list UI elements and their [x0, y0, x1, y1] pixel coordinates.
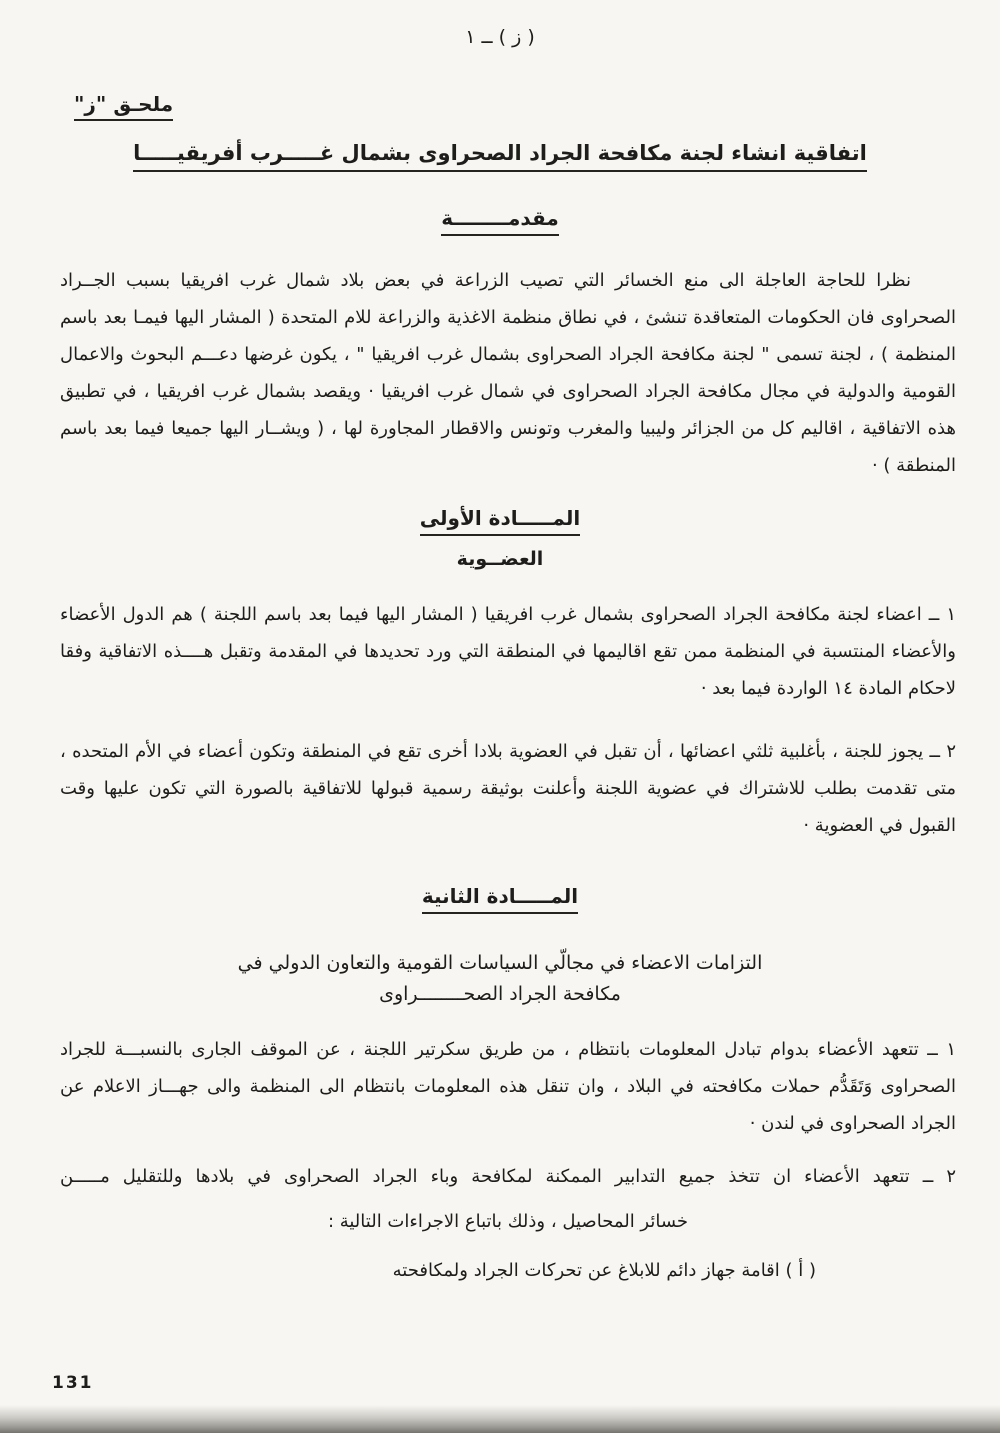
article1-subheading-row — [0, 548, 1000, 570]
annex-row — [0, 92, 1000, 121]
intro-paragraph: نظرا للحاجة العاجلة الى منع الخسائر التي تصيب الزراعة في بعض بلاد شمال غرب افريقيا بسبب الجــراد الصحراوى فان الحكومات المتعاقدة تنشئ ، في نطاق منظمة الاغذية والزراعة للام المتحدة ( المشار اليها فيمـا بعد باسم المنظمة ) ، لجنة تسمى " لجنة مكافحة الجراد الصحراوى بشمال غرب افريقيا " ، يكون غرضها دعـــم البحوث والاعمال القومية والدولية في مجال مكافحة الجراد الصحراوى في شمال غرب افريقيا · ويقصد بشمال غرب افريقيا ، في تطبيق هذه الاتفاقية ، اقاليم كل من الجزائر وليبيا والمغرب وتونس والاقطار المجاورة لها ، ( ويشــار اليها جميعا فيما بعد باسم المنطقة ) · — [60, 270, 956, 476]
intro-heading: مقدمــــــــة — [441, 206, 559, 236]
article2-paragraph-2-line1: ٢ ــ تتعهد الأعضاء ان تتخذ جميع التدابير الممكنة لمكافحة وباء الجراد الصحراوى في بلادها وللتقليل مـــــن — [60, 1166, 956, 1187]
article1-paragraph-1: ١ ــ اعضاء لجنة مكافحة الجراد الصحراوى بشمال غرب افريقيا ( المشار اليها فيما بعد باسم اللجنة ) هم الدول الأعضاء والأعضاء المنتسبة في المنظمة ممن تقع اقاليمها في المنطقة التي ورد تحديدها في المقدمة وتقبل هــــذه الاتفاقية وفقا لاحكام المادة ١٤ الواردة فيما بعد · — [60, 604, 956, 699]
article2-heading-row — [0, 884, 1000, 914]
article2-paragraph-1: ١ ــ تتعهد الأعضاء بدوام تبادل المعلومات بانتظام ، من طريق سكرتير اللجنة ، عن الموقف الجارى بالنسبـــة للجراد الصحراوى وَتَقَدُّم حملات مكافحته في البلاد ، وان تنقل هذه المعلومات بانتظام الى المنظمة والى جهـــاز الاعلام عن الجراد الصحراوى في لندن · — [60, 1039, 956, 1134]
page-header-number: ( ز ) ــ ١ — [465, 26, 535, 48]
page-number: 131 — [52, 1373, 94, 1393]
article2-subtitle-line2: مكافحة الجراد الصحــــــــراوى — [379, 983, 621, 1005]
article1-paragraph-2: ٢ ــ يجوز للجنة ، بأغلبية ثلثي اعضائها ، أن تقبل في العضوية بلادا أخرى تقع في المنطقة وتكون أعضاء في الأم المتحده ، متى تقدمت بطلب للاشتراك في عضوية اللجنة وأعلنت بوثيقة رسمية قبولها للاتفاقية بالصورة التي تكون عليها وقت القبول في العضوية · — [60, 741, 956, 836]
article1-heading-row — [0, 506, 1000, 536]
article1-subheading: العضــوية — [456, 548, 544, 570]
article2-paragraph-2-line2: خسائر المحاصيل ، وذلك باتباع الاجراءات التالية : — [327, 1211, 689, 1232]
intro-heading-row — [0, 206, 1000, 236]
list-item-a: ( أ ) اقامة جهاز دائم للابلاغ عن تحركات الجراد ولمكافحته — [392, 1260, 816, 1281]
article2-subtitle-line1: التزامات الاعضاء في مجالّي السياسات القومية والتعاون الدولي في — [237, 952, 763, 974]
title-row — [0, 141, 1000, 172]
article1-heading: المـــــادة الأولى — [420, 506, 580, 536]
annex-label: ملحـق "ز" — [74, 92, 173, 121]
document-title: اتفاقية انشاء لجنة مكافحة الجراد الصحراوى بشمال غـــــرب أفريقيـــــا — [133, 141, 867, 172]
scan-edge-shadow — [0, 1405, 1000, 1433]
article2-heading: المـــــادة الثانية — [422, 884, 578, 914]
